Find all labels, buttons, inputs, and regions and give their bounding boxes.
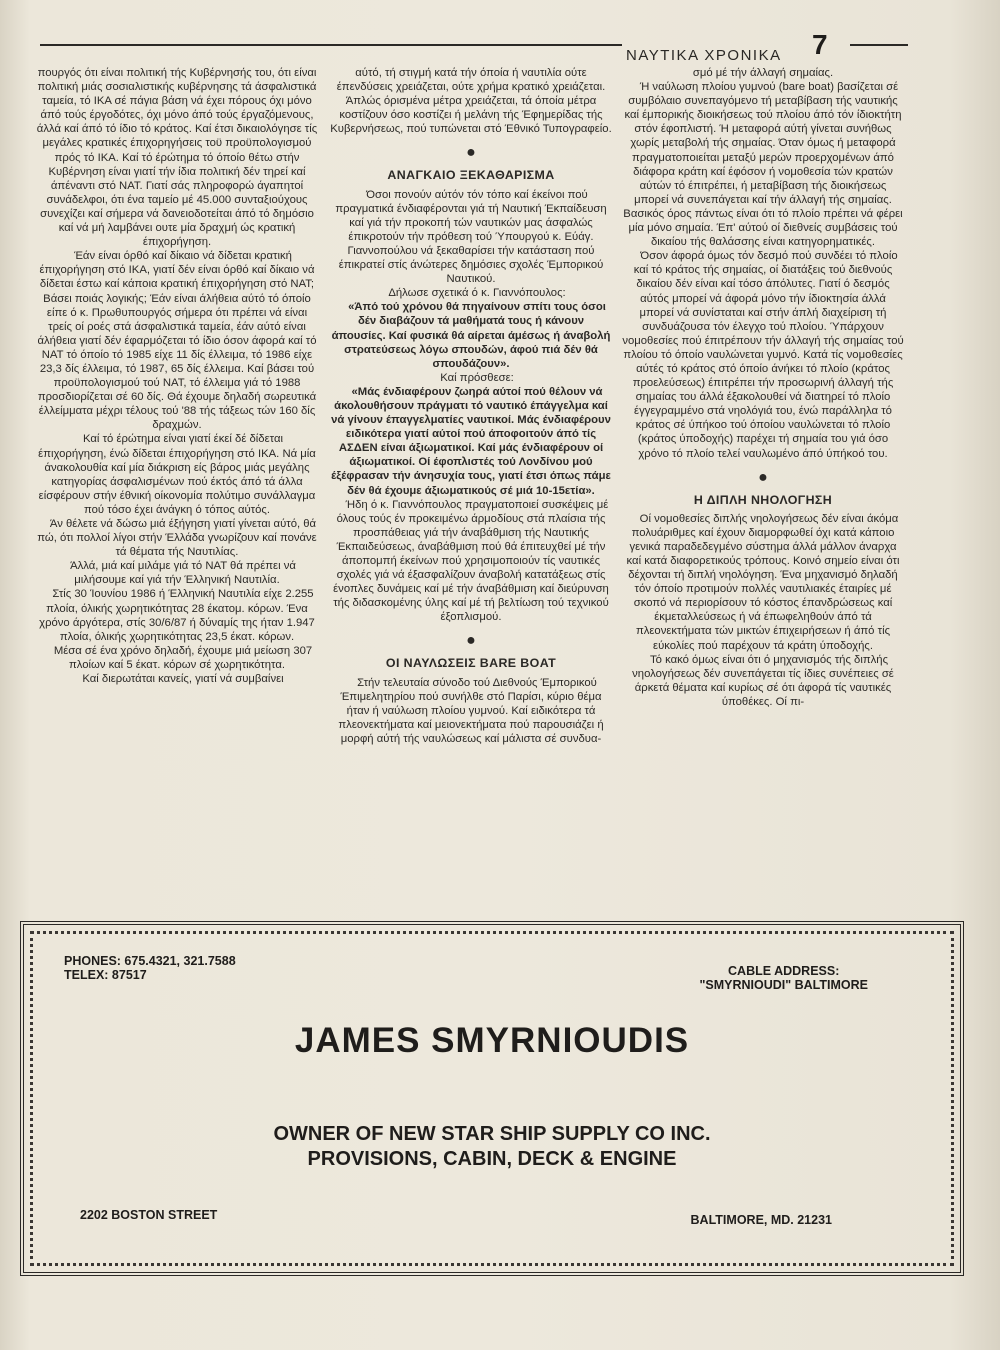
ad-owner-line2: PROVISIONS, CABIN, DECK & ENGINE: [307, 1148, 677, 1170]
quote: «Άπό τού χρόνου θά πηγαίνουν σπίτι τους όσοι δέν διαβάζουν τά μαθήματά τους ή κάνουν άπουσίες. Καί φυσικά θά αίρεται άμέσως ή άναβολή στρατεύσεως λόγω σπουδών, άφού πιά δέν θά σπουδάζουν».: [331, 301, 611, 370]
paragraph: Έάν είναι όρθό καί δίκαιο νά δίδεται κρατική έπιχορήγηση στό ΙΚΑ, γιατί δέν είναι όρθό καί δίκαιο νά δίδεται έστω καί κάποια κρατική έπιχορήγηση στό ΝΑΤ; Βάσει ποιάς λογικής; Έάν είναι άλήθεια αύτό τό όποίο είπε ό κ. Πρωθυπουργός σήμερα ότι πρέπει νά είναι τρείς οί ροές στά άσφαλιστικά ταμεία, έάν αύτό είναι άλήθεια γιατί δέν έφαρμόζεται τό ίδιο όσον άφορά καί τό ΝΑΤ τό όποίο τό 1985 είχε 11 δίς έλλειμα, τό 1986 είχε 23,3 δίς έλλειμα, τό 1987, 65 δίς έλλειμα. Καί βάσει τού προϋπολογισμού τού ΝΑΤ, τό έλλειμα γιά τό 1988 προσδιορίζεται σέ 60 δίς. Θά έχουμε δηλαδή σωρευτικά έλλείμματα μέχρι τέλους τού '88 τής τάξεως τών 160 δίς δραχμών.: [37, 250, 317, 432]
ad-city: BALTIMORE, MD. 21231: [690, 1213, 832, 1227]
paragraph: Τό κακό όμως είναι ότι ό μηχανισμός τής διπλής νηολογήσεως δέν συνεπάγεται τίς ίδιες συνέπειες σέ άρκετά θέματα καί κυρίως σέ ότι άφορά τίς ναυτικές ύποθέκες. Οί πι-: [632, 653, 894, 708]
section-bullet: ●: [466, 144, 476, 162]
paragraph: σμό μέ τήν άλλαγή σημαίας.: [692, 67, 834, 79]
section-bullet: ●: [758, 468, 768, 486]
ad-owner-line1: OWNER OF NEW STAR SHIP SUPPLY CO INC.: [273, 1123, 711, 1145]
paragraph: Καί διερωτάται κανείς, γιατί νά συμβαίνει: [82, 673, 284, 686]
paragraph: Ή ναύλωση πλοίου γυμνού (bare boat) βασίζεται σέ συμβόλαιο συνεπαγόμενο τή μεταβίβαση τής ναυτικής καί έμπορικής διοικήσεως τού πλοίου άπό τόν ίδιοκτήτη στόν έφοπλιστή. Ή μεταφορά αύτή γίνεται συνήθως χωρίς μεταβολή τής σημαίας. Όταν όμως ή μεταφορά πραγματοποιείται μεταξύ μερών προερχομένων άπό διάφορα κράτη καί έφόσον ή νομοθεσία τών κρατών αύτών τό έπιτρέπει, ή μεταβίβαση τής διοικήσεως μπορεί νά συνεπάγεται καί τήν άλλαγή τής σημαίας. Βασικός όρος πάντως είναι ότι τό πλοίο πρέπει νά φέρει μία μόνο σημαία. Έπ' αύτού οί διεθνείς συμβάσεις τού δικαίου τής θαλάσσης είναι κατηγορηματικές.: [623, 81, 903, 249]
paragraph: Οί νομοθεσίες διπλής νηολογήσεως δέν είναι άκόμα πολυάριθμες καί έχουν διαμορφωθεί όχι κατά κάποιο γενικά παραδεδεγμένο σύστημα άλλά μάλλον άναρχα καί κατά διαφορετικούς τρόπους. Κοινό σημείο είναι ότι δέχονται τή διπλή νηολόγηση. Ένα μηχανισμό δηλαδή τόν όποίο προτιμούν πολλές ναυτιλιακές έταιρίες μέ σκοπό νά περιορίσουν τό κόστος έπανδρώσεως καί έκμεταλλεύσεως ή νά έπωφεληθούν άπό τά πλεονεκτήματα τών μικτών έπιχειρήσεων ή άπό τίς εύκολίες πού παρέχουν τά κράτη ύποδοχής.: [626, 512, 900, 652]
section-heading: ΑΝΑΓΚΑΙΟ ΞΕΚΑΘΑΡΙΣΜΑ: [387, 168, 555, 183]
paragraph: Στήν τελευταία σύνοδο τού Διεθνούς Έμπορικού Έπιμελητηρίου πού συνήλθε στό Παρίσι, κύριο θέμα ήταν ή ναύλωση πλοίου γυμνού. Καί ειδικότερα τά πλεονεκτήματα καί μειονεκτήματα πού παρουσιάζει ή μορφή αύτή τής ναυλώσεως καί μάλιστα σέ συνδυα-: [338, 676, 604, 745]
ad-telex: TELEX: 87517: [64, 968, 147, 982]
ad-cable-value: "SMYRNIOUDI" BALTIMORE: [699, 978, 868, 992]
ad-cable-address: [699, 964, 868, 992]
ad-owner-info: [24, 1122, 960, 1172]
paragraph: Ήδη ό κ. Γιαννόπουλος πραγματοποιεί συσκέψεις μέ όλους τούς έν προκειμένω άρμοδίους στά πλαίσια τής προσπάθειας γιά τήν άναβάθμιση τής Ναυτικής Έκπαιδεύσεως, άναβάθμιση πού θά έπιτευχθεί μέ τήν άποπομπή έκείνων πού χρησιμοποιούν τίς ναυτικές σχολές γιά νά έξασφαλίζουν άναβολή κατατάξεως στίς ένοπλες δυνάμεις καί μέ τήν άναβάθμιση καί διεύρυνση τής διδασκομένης ύλης καί μέ τή βελτίωση τού τεχνικού έξοπλισμού.: [333, 498, 609, 624]
paragraph: Όσον άφορά όμως τόν δεσμό πού συνδέει τό πλοίο καί τό κράτος τής σημαίας, οί διατάξεις τού διεθνούς δικαίου δέν είναι καί τόσο άπόλυτες. Γιατί ό δεσμός αύτός μπορεί νά άφορά μόνο τήν ίδιοκτησία άλλά μπορεί νά συνίσταται καί στήν άπλή διαχείριση τή συνδυάζουσα τόν έλεγχο τού πλοίου. Ύπάρχουν νομοθεσίες πού έπιτρέπουν τήν άλλαγή τής σημαίας τού πλοίου τό όποίο ναυλώνεται γυμνό. Κατά τίς νομοθεσίες αύτές τό κράτος στό όποίο άνήκει τό πλοίο (κράτος προελεύσεως) έπιτρέπει τήν προσωρινή άλλαγή τής σημαίας του άλλά έξακολουθεί νά διατηρεί τό πλοίο έγγεγραμμένο στά νηολόγιά του, ένώ παράλληλα τό κράτος σέ ύπήκοο τού όποίου ναυλώνεται τό πλοίο (κράτος ύποδοχής) παρέχει τή σημαία του γιά όσο χρόνο τό πλοίο τελεί ναυλωμένο άπό ύπήκοό του.: [622, 250, 904, 460]
article-column-3: [622, 66, 904, 709]
section-heading: Η ΔΙΠΛΗ ΝΗΟΛΟΓΗΣΗ: [693, 492, 833, 507]
ad-company-name: JAMES SMYRNIOUDIS: [294, 1021, 690, 1060]
ad-contact: [64, 954, 236, 982]
paragraph: Όσοι πονούν αύτόν τόν τόπο καί έκείνοι πού πραγματικά ένδιαφέρονται γιά τή Ναυτική Έκπαίδευση καί γιά τήν προκοπή τών ναυτικών μας άσφαλώς έπικροτούν τήν πρόθεση τού Ύπουργού κ. Εύάγ. Γιαννοπούλου νά ξεκαθαρίσει τήν κατάσταση πού έπικρατεί στίς άνώτερες δημόσιες σχολές Έμπορικού Ναυτικού.: [335, 188, 607, 286]
top-rule-left: [40, 44, 622, 46]
paragraph: Στίς 30 Ίουνίου 1986 ή Έλληνική Ναυτιλία είχε 2.255 πλοία, όλικής χωρητικότητας 28 έκατομ. κόρων. Ένα χρόνο άργότερα, στίς 30/6/87 ή δύναμίς της ήταν 1.947 πλοία, όλικής χωρητικότητας 23,5 έκατ. κόρων.: [39, 588, 315, 643]
ad-street: 2202 BOSTON STREET: [80, 1208, 218, 1222]
article-column-1: [36, 66, 318, 686]
top-rule-right: [850, 44, 908, 46]
paragraph: Δήλωσε σχετικά ό κ. Γιαννόπουλος:: [388, 287, 566, 300]
paragraph: Μέσα σέ ένα χρόνο δηλαδή, έχουμε μιά μείωση 307 πλοίων καί 5 έκατ. κόρων σέ χωρητικότητα.: [53, 644, 313, 671]
quote: «Μάς ένδιαφέρουν ζωηρά αύτοί πού θέλουν νά άκολουθήσουν πράγματι τό ναυτικό έπάγγελμα καί νά γίνουν έπαγγελματίες ναυτικοί. Μάς ένδιαφέρουν ειδικότερα γιατί αύτοί πού άποφοιτούν άπό τίς ΑΣΔΕΝ είναι άξιωματικοί. Καί μάς ένδιαφέρουν οί άξιωματικοί. Οί έφοπλιστές τού Λονδίνου μού έξέφρασαν τήν άνησυχία τους, γιατί έτσι όπως πάμε δέν θά έχουμε άξιωματικούς σέ μιά 10-15ετία».: [331, 385, 611, 497]
paragraph: Καί πρόσθεσε:: [440, 371, 514, 384]
publication-title: ΝΑΥΤΙΚΑ ΧΡΟΝΙΚΑ: [626, 47, 782, 64]
ad-phones: PHONES: 675.4321, 321.7588: [64, 954, 236, 968]
article-column-2: [330, 66, 612, 746]
paragraph: Καί τό έρώτημα είναι γιατί έκεί δέ δίδεται έπιχορήγηση, ένώ δίδεται έπιχορήγηση στό ΙΚΑ. Νά μία άνακολουθία καί μία διάκριση είς βάρος μιάς μεγάλης κατηγορίας άσφαλισμένων πού έκτός άπό τά άλλα είσφέρουν στήν έθνική οίκονομία πολύτιμο συνάλλαγμα πού τόσο έχει άνάγκη ό τόπος αύτός.: [38, 433, 316, 516]
paragraph: αύτό, τή στιγμή κατά τήν όποία ή ναυτιλία ούτε έπενδύσεις χρειάζεται, ούτε χρήμα κρατικό χρειάζεται. Άπλώς όρισμένα μέτρα χρειάζεται, τά όποία μέτρα κοστίζουν όσο κοστίζει ή μελάνη τής Έφημερίδας τής Κυβερνήσεως, πού τυπώνεται στό Έθνικό Τυπογραφείο.: [330, 67, 612, 136]
page-number: 7: [812, 29, 828, 60]
advertisement-box: [20, 921, 964, 1276]
section-heading: ΟΙ ΝΑΥΛΩΣΕΙΣ BARE BOAT: [385, 656, 557, 671]
paragraph: Άλλά, μιά καί μιλάμε γιά τό ΝΑΤ θά πρέπει νά μιλήσουμε καί γιά τήν Έλληνική Ναυτιλία.: [70, 560, 296, 587]
paragraph: πουργός ότι είναι πολιτική τής Κυβέρνησής του, ότι είναι πολιτική μιάς σοσιαλιστικής κυβέρνησης τά άσφαλιστικά ταμεία, τό ΙΚΑ σέ πάγια βάση νά έχει πόρους όχι μόνο άπό τούς έργοδότες, όχι μόνο άπό τούς έργαζόμενους, άλλά καί άπό τό ίδιο τό κράτος. Καί έτσι δικαιολόγησε τίς μεγάλες κρατικές έπιχορηγήσεις τοϋ προϋπολογισμού πρός τό ΙΚΑ. Καί τό έρώτημα τό όποίο θέτω στήν Κυβέρνηση είναι γιατί τήν ίδια πολιτική δέν τηρεί καί άπέναντι στό ΝΑΤ. Γιατί σάς πληροφορώ άγαπητοί συνάδελφοι, ότι ένα ταμείο μέ 45.000 συνταξιούχους συνεχίζει καί σήμερα νά δανειοδοτείται άπό τό δημόσιο καί νά μή λαμβάνει ουτε μία δραχμή ώς κρατική έπιχορήγηση.: [36, 67, 318, 249]
paragraph: Άν θέλετε νά δώσω μιά έξήγηση γιατί γίνεται αύτό, θά πώ, ότι πολλοί λίγοι στήν Έλλάδα γνωρίζουν καί πονάνε τά θέματα τής Ναυτιλίας.: [37, 518, 317, 559]
ad-cable-title: CABLE ADDRESS:: [728, 964, 840, 978]
section-bullet: ●: [466, 632, 476, 650]
